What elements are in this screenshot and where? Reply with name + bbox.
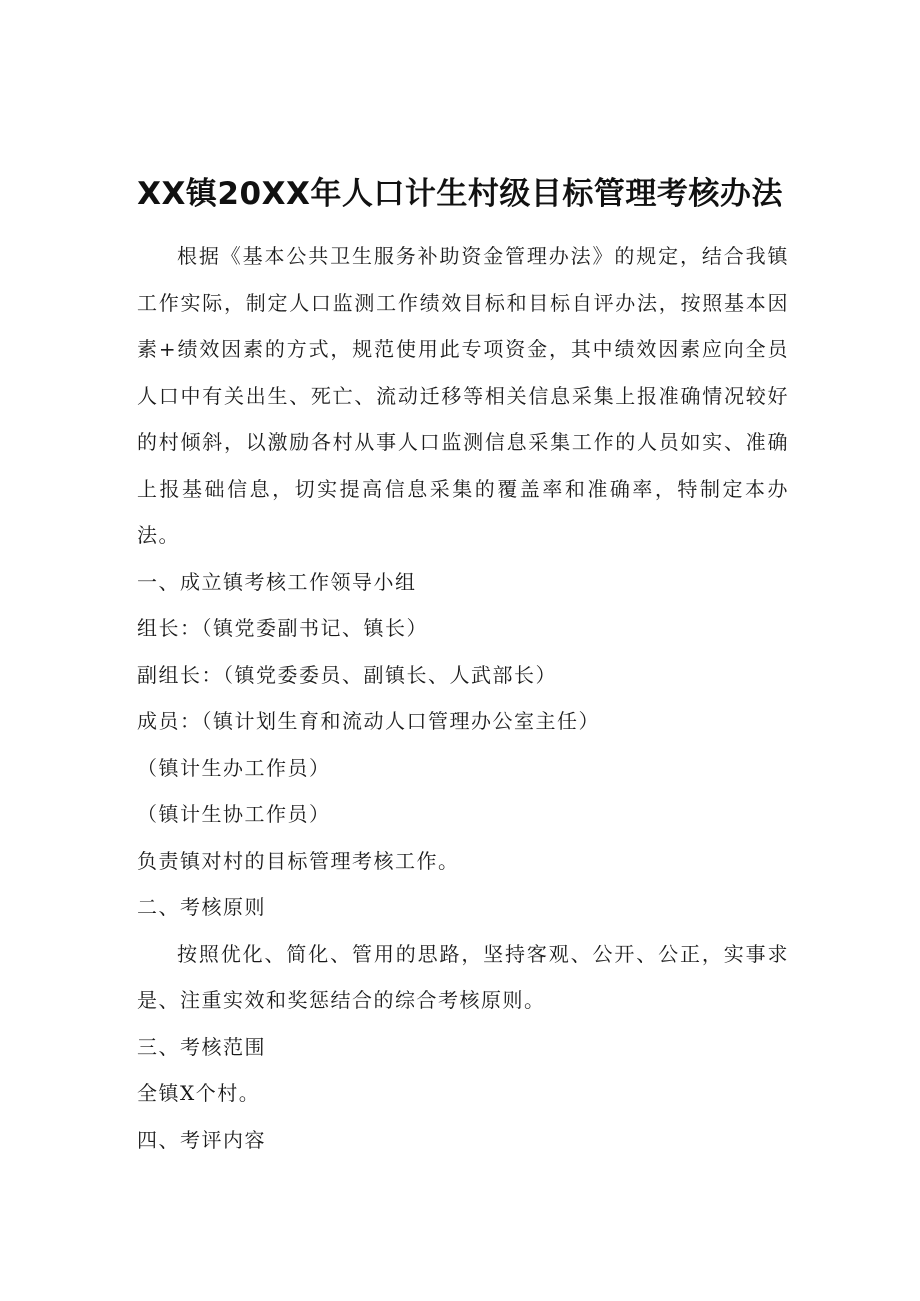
principle-paragraph: 按照优化、简化、管用的思路，坚持客观、公开、公正，实事求是、注重实效和奖惩结合的综合考核原则。 — [137, 941, 789, 1012]
section-heading-3: 三、考核范围 — [137, 1034, 266, 1059]
section-heading-1: 一、成立镇考核工作领导小组 — [137, 569, 417, 594]
document-title: XX镇20XX年人口计生村级目标管理考核办法 — [137, 176, 783, 212]
leader-line: 组长：（镇党委副书记、镇长） — [137, 616, 428, 640]
section-heading-4: 四、考评内容 — [137, 1127, 266, 1152]
intro-paragraph: 根据《基本公共卫生服务补助资金管理办法》的规定，结合我镇工作实际，制定人口监测工作绩效目标和目标自评办法，按照基本因素+绩效因素的方式，规范使用此专项资金，其中绩效因素应向全员人口中有关出生、死亡、流动迁移等相关信息采集上报准确情况较好的村倾斜，以激励各村从事人口监测信息采集工作的人员如实、准确上报基础信息，切实提高信息采集的覆盖率和准确率，特制定本办法。 — [137, 244, 789, 547]
members-line: 成员：（镇计划生育和流动人口管理办公室主任） — [137, 709, 600, 733]
member-line-3: （镇计生协工作员） — [137, 802, 331, 826]
section-heading-2: 二、考核原则 — [137, 895, 266, 919]
deputy-leader-line: 副组长：（镇党委委员、副镇长、人武部长） — [137, 662, 557, 687]
member-line-2: （镇计生办工作员） — [137, 755, 331, 780]
responsibility-line: 负责镇对村的目标管理考核工作。 — [137, 848, 460, 873]
scope-line: 全镇X个村。 — [137, 1081, 261, 1105]
document-body — [137, 233, 789, 1163]
